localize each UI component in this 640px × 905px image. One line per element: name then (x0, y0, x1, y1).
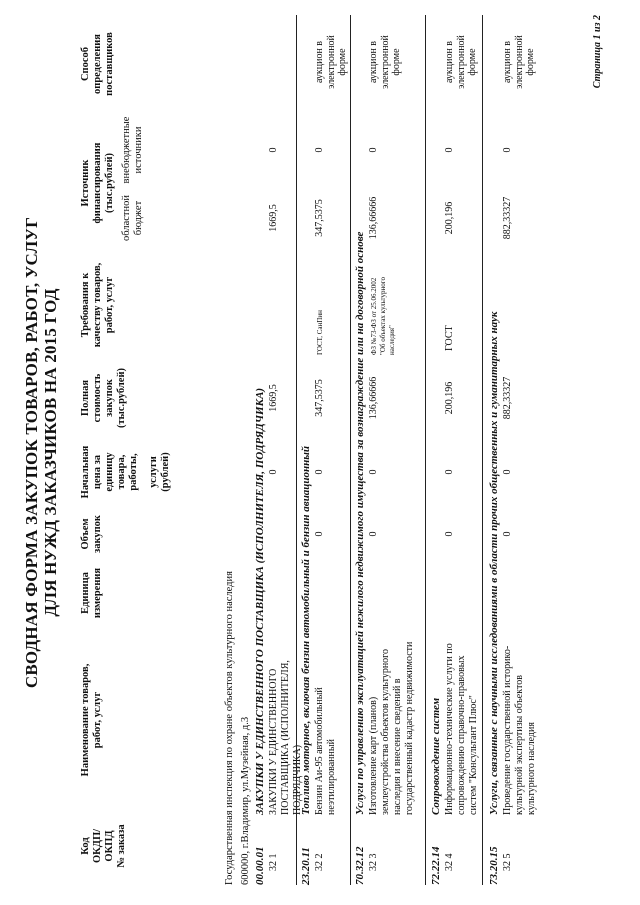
item-name-line: государственный кадастр недвижимости (404, 641, 415, 815)
okpd-code: 23.20.11 (300, 847, 312, 885)
header-method-line: Способ (80, 46, 91, 82)
regional-budget: 1669,5 (268, 204, 279, 232)
okpd-code: 00.00.01 (254, 846, 266, 885)
regional-budget: 136,66666 (368, 196, 379, 240)
header-funding-extra-line: источники (133, 126, 144, 174)
item-name (502, 605, 538, 815)
document-title-line-1: СВОДНАЯ ФОРМА ЗАКУПОК ТОВАРОВ, РАБОТ, УСЛУГ (22, 216, 41, 689)
procurement-method (314, 17, 349, 107)
unit-price: 0 (368, 469, 379, 475)
header-total-line: стоимость (92, 373, 103, 423)
header-total-line: закупок (104, 379, 115, 417)
section-heading: Услуги, связанные с научными исследованиями в области прочих общественных и гуманитарных наук (488, 311, 500, 815)
header-code-line: № заказа (116, 824, 127, 868)
regional-budget: 347,5375 (314, 199, 325, 237)
order-number: 32 2 (314, 853, 325, 871)
header-price-line: услуги (148, 456, 159, 488)
header-code-line: ОКДП/ (92, 828, 103, 864)
header-method (80, 15, 116, 113)
quality-requirements-line: ФЗ №73-ФЗ от 25.06.2002 (370, 277, 378, 355)
header-name-line: работ, услуг (92, 691, 103, 749)
procurement-method-line: аукцион в (444, 40, 455, 84)
procurement-method (502, 17, 537, 107)
header-price-line: работы, (128, 453, 139, 491)
procurement-method (368, 17, 403, 107)
quality-requirements-line: наследия" (388, 325, 396, 355)
item-name-line: Информационно-технические услуги по (444, 643, 455, 815)
okpd-code: 72.22.14 (430, 846, 442, 885)
purchase-volume: 0 (444, 531, 455, 537)
header-unit (80, 561, 104, 625)
customer-name: Государственная инспекция по охране объектов культурного наследия (224, 571, 235, 885)
section-heading: Услуги по управлению эксплуатацией нежилого недвижимого имущества за вознаграждение или на договорной основе (354, 231, 366, 815)
header-requirements (80, 253, 116, 357)
extra-sources: 0 (314, 147, 325, 153)
header-name-line: Наименование товаров, (80, 663, 91, 777)
header-funding-regional (121, 187, 145, 249)
header-price-line: (рублей) (160, 452, 171, 492)
header-method-line: поставщиков (104, 32, 115, 96)
purchase-volume: 0 (502, 531, 513, 537)
item-name-line: землеустройства объектов культурного (380, 648, 391, 815)
row-separator (425, 15, 426, 885)
item-name-line: систем "Консультант Плюс" (468, 695, 479, 815)
item-name-line: культурного наследия (526, 722, 537, 815)
item-name (268, 615, 304, 815)
header-unit-line: Единица (80, 572, 91, 614)
header-price (80, 439, 172, 505)
document-title-line-2: ДЛЯ НУЖД ЗАКАЗЧИКОВ НА 2015 ГОД (41, 288, 60, 617)
item-name-line: ПОДРЯДЧИКА) (292, 744, 303, 815)
extra-sources: 0 (444, 147, 455, 153)
procurement-method-line: электронной (455, 35, 467, 89)
unit-price: 0 (268, 469, 279, 475)
row-separator (482, 15, 483, 885)
item-name (368, 605, 416, 815)
quality-requirements-line: "Об объектах культурного (379, 277, 387, 355)
header-total-line: Полная (80, 379, 91, 417)
unit-price: 0 (502, 469, 513, 475)
procurement-method-line: форме (467, 48, 478, 76)
order-number: 32 5 (502, 853, 513, 871)
page-number: Страница 1 из 2 (592, 15, 603, 89)
header-price-line: Начальная (80, 445, 91, 499)
quality-requirements (370, 247, 397, 355)
header-funding-line: (тыс.рублей) (104, 152, 115, 214)
order-number: 32 1 (268, 853, 279, 871)
item-name-line: сопровождению справочно-правовых (456, 655, 467, 815)
extra-sources: 0 (368, 147, 379, 153)
quality-requirements: ГОСТ (444, 325, 455, 351)
header-price-line: единицу (104, 452, 115, 492)
header-name (80, 625, 104, 815)
section-heading: Топливо моторное, включая бензин автомобильный и бензин авиационный (300, 445, 312, 815)
header-requirements-line: качеству товаров, (92, 262, 103, 348)
item-name-line: неэтилированный (326, 739, 337, 815)
purchase-volume: 0 (368, 531, 379, 537)
header-price-line: цена за (92, 454, 103, 490)
item-name (314, 615, 338, 815)
regional-budget: 882,33327 (502, 196, 513, 240)
header-price-line: товара, (116, 454, 127, 490)
total-cost: 882,33327 (502, 376, 513, 420)
row-separator (350, 15, 351, 885)
total-cost: 200,196 (444, 381, 455, 415)
item-name-line: ЗАКУПКИ У ЕДИНСТВЕННОГО (268, 668, 279, 815)
header-requirements-line: работ, услуг (104, 276, 115, 334)
header-volume-line: Объем (80, 518, 91, 550)
header-funding-regional-line: областной (121, 195, 132, 241)
purchase-volume: 0 (314, 531, 325, 537)
item-name-line: наследия и внесение сведений в (392, 678, 403, 815)
extra-sources: 0 (268, 147, 279, 153)
item-name (444, 605, 480, 815)
header-volume (80, 507, 104, 561)
procurement-method-line: электронной (325, 35, 337, 89)
unit-price: 0 (444, 469, 455, 475)
header-funding-extra-line: внебюджетные (121, 116, 132, 184)
item-name-line: Бензин Аи-95 автомобильный (314, 687, 325, 815)
regional-budget: 200,196 (444, 201, 455, 235)
procurement-method (444, 17, 479, 107)
procurement-method-line: форме (391, 48, 402, 76)
extra-sources: 0 (502, 147, 513, 153)
procurement-method-line: аукцион в (502, 40, 513, 84)
header-funding-line: финансирования (92, 142, 103, 224)
item-name-line: Проведение государственной историко- (502, 645, 513, 815)
order-number: 32 4 (444, 853, 455, 871)
header-funding-regional-line: бюджет (133, 200, 144, 236)
header-funding (80, 113, 116, 253)
header-funding-extra (121, 111, 145, 189)
okpd-code: 70.32.12 (354, 846, 366, 885)
item-name-line: Изготовление карт (планов) (368, 696, 379, 815)
procurement-method-line: форме (525, 48, 536, 76)
procurement-method-line: аукцион в (314, 40, 325, 84)
total-cost: 1669,5 (268, 384, 279, 412)
header-code-line: ОКПД (104, 830, 115, 862)
procurement-method-line: электронной (379, 35, 391, 89)
row-separator (296, 15, 297, 885)
order-number: 32 3 (368, 853, 379, 871)
procurement-method-line: форме (337, 48, 348, 76)
header-code (80, 807, 128, 885)
quality-requirements: ГОСТ, СанПин (316, 310, 324, 355)
total-cost: 136,66666 (368, 376, 379, 420)
header-price-gap (140, 439, 148, 505)
section-heading: ЗАКУПКИ У ЕДИНСТВЕННОГО ПОСТАВЩИКА (ИСПОЛНИТЕЛЯ, ПОДРЯДЧИКА) (254, 387, 266, 815)
total-cost: 347,5375 (314, 379, 325, 417)
okpd-code: 73.20.15 (488, 846, 500, 885)
section-heading: Сопровождение систем (430, 697, 442, 815)
unit-price: 0 (314, 469, 325, 475)
header-code-line: Код (80, 837, 91, 855)
procurement-method-line: электронной (513, 35, 525, 89)
item-name-line: ПОСТАВЩИКА (ИСПОЛНИТЕЛЯ, (280, 660, 291, 815)
header-requirements-line: Требования к (80, 272, 91, 338)
header-method-line: определения (92, 34, 103, 94)
header-volume-line: закупок (92, 515, 103, 553)
header-total-line: (тыс.рублей) (116, 367, 127, 429)
item-name-line: культурной экспертизы объектов (514, 675, 525, 815)
header-funding-line: Источник (80, 159, 91, 207)
header-total (80, 357, 128, 439)
procurement-method-line: аукцион в (368, 40, 379, 84)
header-unit-line: измерения (92, 567, 103, 619)
customer-address: 600000, г.Владимир, ул.Музейная, д.3 (240, 716, 251, 885)
